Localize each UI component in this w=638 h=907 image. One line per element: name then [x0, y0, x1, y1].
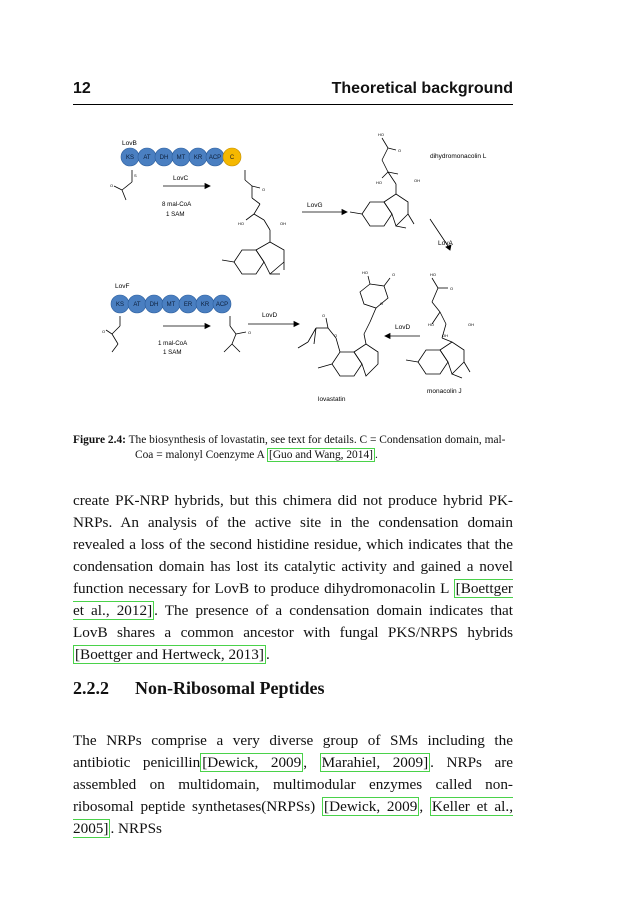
paragraph-text: . NRPs are assembled on multidomain, multimodular enzymes called non-ribosomal peptide synthetases(NRPSs) [73, 754, 513, 815]
citation-dewick-2009-b[interactable]: [Dewick, 2009 [324, 798, 418, 815]
enzyme-lovd-top: LovD [262, 312, 278, 319]
starter-unit-lovf [106, 316, 120, 352]
paragraph-text: The NRPs comprise a very diverse group of SMs including the antibiotic penicillin [73, 732, 513, 771]
atom-ho-dml: HO [376, 180, 382, 185]
lovb-domain-chain [121, 148, 241, 166]
paragraph-nrps-intro [73, 730, 513, 840]
lovf-domain-label: AT [133, 302, 141, 309]
atom-ho-mj: HO [428, 322, 434, 327]
citation-marahiel-2009[interactable]: Marahiel, 2009] [321, 754, 429, 771]
enzyme-lovd-right: LovD [395, 324, 411, 331]
atom-oh-acp: OH [280, 221, 286, 226]
structure-methylbutyryl-acp [224, 316, 246, 352]
atom-ho-acp: HO [238, 221, 244, 226]
structure-lovastatin [298, 276, 390, 376]
lovf-domain-chain [111, 295, 231, 313]
lovf-domain-label: ACP [215, 302, 229, 309]
starter-s-lovb: S [134, 173, 137, 178]
lovb-domain-label: KR [193, 155, 203, 162]
citation-separator: , [419, 798, 430, 815]
lovf-domain-label: ER [183, 302, 193, 309]
lovb-domain-label: MT [176, 155, 186, 162]
lovf-label: LovF [115, 283, 130, 290]
lovastatin-biosynthesis-figure [70, 112, 520, 417]
atom-ho-lovastatin: HO [362, 270, 368, 275]
paragraph-text: . The presence of a condensation domain indicates that LovB shares a common ancestor with fungal PKS/NRPS hybrids [73, 602, 513, 641]
lovf-domain-label: KS [115, 302, 125, 309]
condition-1-sam-bottom: 1 SAM [163, 349, 182, 356]
section-number: 2.2.2 [73, 678, 109, 698]
atom-o-mj: O [450, 286, 454, 291]
enzyme-lovg: LovG [307, 202, 323, 209]
atom-o-lovastatin-top: O [392, 272, 396, 277]
lovf-domain-label: KR [200, 302, 210, 309]
atom-oh-mj: OH [468, 322, 474, 327]
section-title: Non-Ribosomal Peptides [135, 678, 325, 698]
compound-lovastatin: lovastatin [318, 396, 346, 403]
lovb-domain-label: ACP [208, 155, 222, 162]
lovb-domain-label: C [229, 155, 235, 162]
atom-o-lovastatin-ring: O [380, 301, 384, 306]
citation-boettger-hertweck-2013[interactable]: [Boettger and Hertweck, 2013] [75, 646, 264, 663]
condition-8-malcoa: 8 mal-CoA [162, 201, 192, 208]
condition-1-malcoa: 1 mal-CoA [158, 340, 188, 347]
caption-label: Figure 2.4: [73, 434, 126, 446]
compound-dihydromonacolin-l: dihydromonacolin L [430, 153, 487, 160]
citation-keller-2005[interactable]: Keller et al., 2005] [73, 798, 513, 837]
header-rule [73, 104, 513, 105]
atom-o-dml: O [398, 148, 402, 153]
enzyme-lova: LovA [438, 240, 453, 247]
caption-text: The biosynthesis of lovastatin, see text for details. C = Condensation domain, mal-Coa = malonyl Coenzyme A [128, 434, 506, 461]
paragraph-text: . NRPSs [110, 820, 162, 837]
starter-o-lovb: O [110, 183, 114, 188]
paragraph-condensation-domain [73, 490, 513, 666]
atom-oh-dml: OH [414, 178, 420, 183]
lovb-domain-label: DH [159, 155, 169, 162]
page-number: 12 [73, 80, 91, 97]
structure-dihydromonacolin-l [350, 138, 414, 228]
lovb-domain-label: KS [125, 155, 135, 162]
atom-o-lovastatin-link: O [334, 333, 338, 338]
atom-o-lovastatin-ester: O [322, 313, 326, 318]
figure-caption [73, 433, 513, 463]
paragraph-text: create PK-NRP hybrids, but this chimera did not produce hybrid PK-NRPs. An analysis of the active site in the condensation domain revealed a loss of the second histidine residue, which indicates that the condensation domain has lost its catalytic activity and gained a novel function necessary for LovB to produce dihydromonacolin L [73, 492, 513, 597]
compound-monacolin-j: monacolin J [427, 388, 462, 395]
atom-ho-dml-top: HO [378, 132, 384, 137]
citation-boettger-2012[interactable]: [Boettger et al., 2012] [73, 580, 513, 619]
atom-oh-mj-ring: OH [442, 333, 448, 338]
caption-citation[interactable]: [Guo and Wang, 2014] [269, 449, 373, 461]
structure-monacolin-j [406, 278, 470, 378]
lovf-domain-label: MT [166, 302, 176, 309]
atom-o-acp: O [262, 187, 266, 192]
atom-ho-mj-top: HO [430, 272, 436, 277]
enzyme-lovc: LovC [173, 175, 189, 182]
page-header [73, 80, 513, 104]
condition-1-sam-top: 1 SAM [166, 211, 185, 218]
starter-unit-lovb [114, 170, 132, 200]
section-heading [73, 678, 325, 699]
citation-separator: , [303, 754, 320, 771]
lovf-domain-label: DH [149, 302, 159, 309]
caption-text-end: . [374, 449, 378, 461]
citation-dewick-2009[interactable]: [Dewick, 2009 [202, 754, 302, 771]
starter-o-lovf: O [102, 329, 106, 334]
lovb-domain-label: AT [143, 155, 151, 162]
paragraph-text: . [265, 646, 270, 663]
lovb-label: LovB [122, 140, 137, 147]
structure-acp-intermediate [222, 170, 284, 274]
atom-o-lovf-chain: O [248, 330, 252, 335]
running-title: Theoretical background [331, 80, 513, 97]
